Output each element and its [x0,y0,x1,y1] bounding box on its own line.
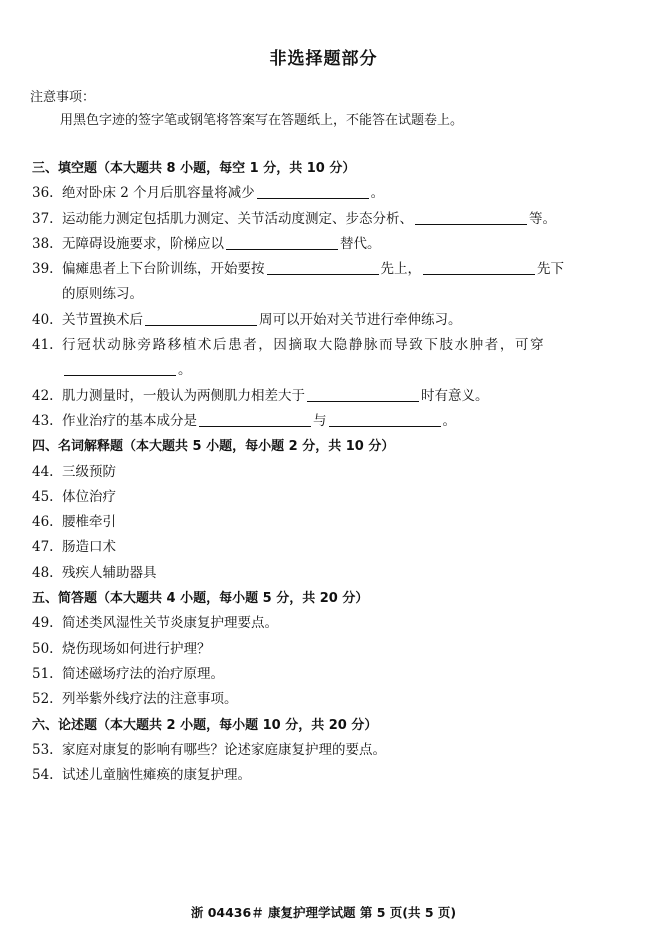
question-number: 48. [32,564,54,581]
question-text: 残疾人辅助器具 [62,564,157,581]
question-text: 家庭对康复的影响有哪些？论述家庭康复护理的要点。 [62,741,386,758]
question-text-end: 。 [442,412,456,429]
question-text: 关节置换术后 [62,311,143,328]
question-50 [32,637,602,662]
question-text-mid: 先上， [380,261,421,278]
notice-label: 注意事项： [30,90,96,105]
question-53 [32,738,602,763]
question-text-mid: 与 [313,412,327,429]
question-text-end: 先下 [537,261,564,278]
question-40 [32,308,602,333]
question-number: 43. [32,412,54,429]
question-47 [32,535,602,560]
answer-blank [415,209,527,225]
question-text: 体位治疗 [62,488,116,505]
notice-text: 用黑色字迹的签字笔或钢笔将答案写在答题纸上，不能答在试题卷上。 [60,113,464,128]
question-list [32,156,602,788]
page-title: 非选择题部分 [269,49,378,69]
question-text: 简述类风湿性关节炎康复护理要点。 [62,615,278,632]
question-number: 46. [32,514,54,531]
question-41-continued [32,358,602,383]
question-37 [32,207,602,232]
question-text-end: 。 [370,185,385,202]
question-text: 无障碍设施要求，阶梯应以 [62,235,224,252]
question-text: 列举紫外线疗法的注意事项。 [62,691,238,708]
question-48 [32,561,602,586]
question-text: 绝对卧床 2 个月后肌容量将减少 [62,185,255,202]
question-number: 50. [32,640,54,657]
answer-blank [145,310,257,326]
question-52 [32,687,602,712]
question-36 [32,181,602,206]
question-text: 腰椎牵引 [62,514,116,531]
question-51 [32,662,602,687]
question-text: 行冠状动脉旁路移植术后患者，因摘取大隐静脉而导致下肢水肿者，可穿 [62,337,546,354]
question-text-end: 等。 [529,210,556,227]
question-text-end: 时有意义。 [421,387,489,404]
question-text: 运动能力测定包括肌力测定、关节活动度测定、步态分析、 [62,210,413,227]
question-38 [32,232,602,257]
question-number: 40. [32,311,54,328]
question-41 [32,333,602,358]
question-number: 49. [32,615,54,632]
question-text-end: 周可以开始对关节进行牵伸练习。 [259,311,462,328]
question-49 [32,611,602,636]
question-44 [32,460,602,485]
answer-blank [329,411,441,427]
question-number: 41. [32,337,54,354]
answer-blank [267,259,379,275]
question-number: 37. [32,210,54,227]
answer-blank [307,386,419,402]
question-text: 烧伤现场如何进行护理？ [62,640,211,657]
answer-blank [199,411,311,427]
section-heading-definitions: 四、名词解释题（本大题共 5 小题，每小题 2 分，共 10 分） [32,439,395,455]
question-number: 52. [32,691,54,708]
question-text: 简述磁场疗法的治疗原理。 [62,665,224,682]
answer-blank [64,360,176,376]
question-number: 54. [32,767,54,784]
section-heading-short-answer: 五、简答题（本大题共 4 小题，每小题 5 分，共 20 分） [32,591,369,607]
question-45 [32,485,602,510]
question-number: 36. [32,185,54,202]
question-number: 51. [32,665,54,682]
answer-blank [257,183,369,199]
question-text-end: 替代。 [340,235,381,252]
question-text: 三级预防 [62,463,116,480]
question-text: 肌力测量时，一般认为两侧肌力相差大于 [62,387,305,404]
section-heading-essay: 六、论述题（本大题共 2 小题，每小题 10 分，共 20 分） [32,717,378,733]
question-42 [32,384,602,409]
question-43 [32,409,602,434]
question-54 [32,763,602,788]
question-number: 38. [32,235,54,252]
question-text: 作业治疗的基本成分是 [62,412,197,429]
question-39-continued: 的原则练习。 [62,286,143,303]
section-heading-fill-in: 三、填空题（本大题共 8 小题，每空 1 分，共 10 分） [32,161,356,176]
question-46 [32,510,602,535]
question-number: 39. [32,261,54,278]
question-text: 试述儿童脑性瘫痪的康复护理。 [62,767,251,784]
question-text-end: 。 [178,362,192,379]
question-39 [32,257,602,282]
question-number: 53. [32,741,54,758]
question-number: 44. [32,463,54,480]
question-number: 47. [32,539,54,556]
answer-blank [226,234,338,250]
page-footer: 浙 04436＃ 康复护理学试题 第 5 页(共 5 页) [190,905,457,920]
question-number: 42. [32,387,54,404]
question-number: 45. [32,488,54,505]
question-text: 偏瘫患者上下台阶训练，开始要按 [62,261,265,278]
question-text: 肠造口术 [62,539,116,556]
answer-blank [423,259,535,275]
